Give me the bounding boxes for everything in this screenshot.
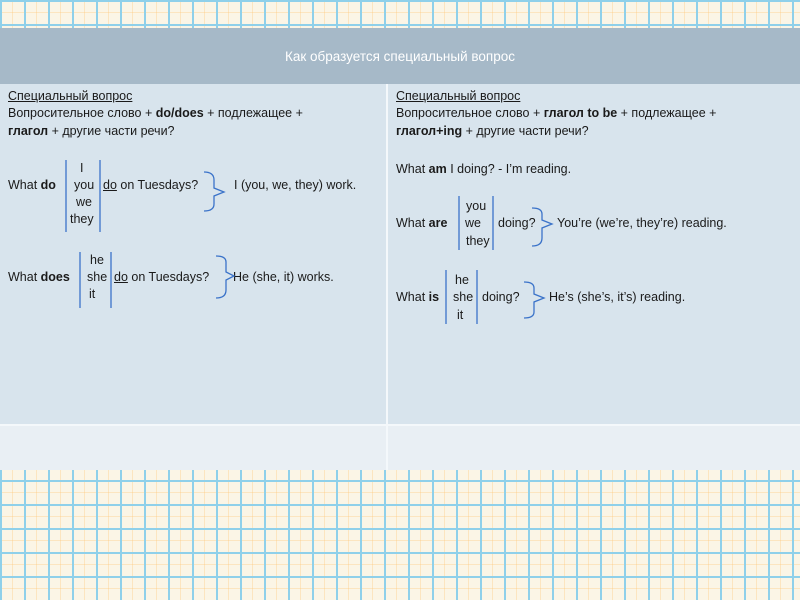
- word-what: What: [396, 216, 429, 230]
- pronoun-he: he: [455, 273, 469, 287]
- aux-is: is: [428, 290, 440, 304]
- formula-ing: +ing: [436, 124, 463, 138]
- table-header: [0, 28, 800, 84]
- pronoun-she: she: [87, 270, 108, 284]
- right-title: Специальный вопрос: [396, 89, 521, 103]
- answer-is: He’s (she’s, it’s) reading.: [549, 290, 686, 304]
- aux-does: does: [40, 270, 70, 284]
- pronoun-they: they: [70, 212, 94, 226]
- pronoun-you: you: [74, 178, 95, 192]
- answer-are: You’re (we’re, they’re) reading.: [557, 216, 727, 230]
- formula-middle: + подлежащее +: [203, 106, 303, 120]
- example-are-line: [396, 215, 447, 231]
- example-am-line: [396, 161, 571, 177]
- formula-prefix: Вопросительное слово +: [396, 106, 544, 120]
- word-what: What: [8, 178, 41, 192]
- pronoun-it: it: [457, 308, 464, 322]
- right-formula-line1: [396, 105, 716, 121]
- main-verb-do: do: [103, 178, 117, 192]
- word-what: What: [396, 290, 429, 304]
- example-do-question: [103, 177, 198, 193]
- formula-verb-ing-a: глагол: [396, 124, 437, 138]
- doing-are: doing?: [498, 216, 536, 230]
- formula-suffix: + другие части речи?: [48, 124, 175, 138]
- left-title: Специальный вопрос: [8, 89, 133, 103]
- word-what: What: [396, 162, 429, 176]
- pronoun-you: you: [466, 199, 487, 213]
- pronoun-i: I: [80, 161, 84, 175]
- formula-prefix: Вопросительное слово +: [8, 106, 156, 120]
- pronoun-they: they: [466, 234, 490, 248]
- example-does-question: [114, 269, 209, 285]
- example-does-line: [8, 269, 70, 285]
- formula-aux: do/does: [155, 106, 204, 120]
- aux-am: am: [428, 162, 447, 176]
- empty-right-cell: [388, 426, 800, 470]
- formula-suffix: + другие части речи?: [462, 124, 589, 138]
- left-formula-line2: [8, 123, 175, 139]
- pronoun-she: she: [453, 290, 474, 304]
- question-rest: on Tuesdays?: [116, 178, 199, 192]
- formula-to-be: to be: [587, 106, 618, 120]
- left-formula-line1: [8, 105, 303, 121]
- answer-does: He (she, it) works.: [233, 270, 334, 284]
- formula-middle: + подлежащее +: [617, 106, 717, 120]
- pronoun-we: we: [76, 195, 92, 209]
- example-is-line: [396, 289, 439, 305]
- example-am-rest: I doing? - I’m reading.: [446, 162, 572, 176]
- pronoun-it: it: [89, 287, 96, 301]
- example-do-line: [8, 177, 56, 193]
- formula-verb: глагол: [8, 124, 49, 138]
- aux-are: are: [428, 216, 448, 230]
- formula-verb-a: глагол: [543, 106, 588, 120]
- answer-do: I (you, we, they) work.: [234, 178, 357, 192]
- aux-do: do: [40, 178, 56, 192]
- empty-left-cell: [0, 426, 388, 470]
- doing-is: doing?: [482, 290, 520, 304]
- main-verb-do: do: [114, 270, 128, 284]
- header-title: Как образуется специальный вопрос: [285, 48, 515, 64]
- pronoun-we: we: [465, 216, 481, 230]
- question-rest: on Tuesdays?: [127, 270, 210, 284]
- word-what: What: [8, 270, 41, 284]
- pronoun-he: he: [90, 253, 104, 267]
- right-formula-line2: [396, 123, 589, 139]
